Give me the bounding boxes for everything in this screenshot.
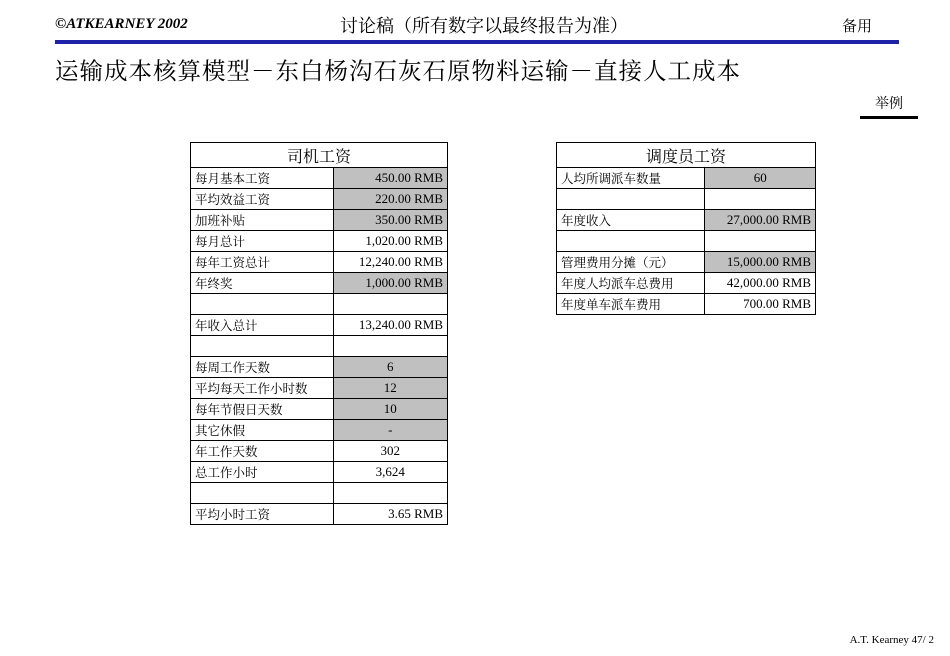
- row-value: [705, 231, 816, 252]
- row-value: 27,000.00 RMB: [705, 210, 816, 231]
- row-value: 220.00 RMB: [333, 189, 448, 210]
- row-value: 10: [333, 399, 448, 420]
- table-row: [557, 189, 816, 210]
- row-label: [557, 231, 705, 252]
- table-row: [191, 378, 448, 399]
- row-value: [705, 189, 816, 210]
- row-value: 700.00 RMB: [705, 294, 816, 315]
- table-row: [191, 294, 448, 315]
- row-label: 人均所调派车数量: [557, 168, 705, 189]
- row-label: 年终奖: [191, 273, 334, 294]
- table-row: [191, 273, 448, 294]
- row-value: 6: [333, 357, 448, 378]
- row-label: 平均小时工资: [191, 504, 334, 525]
- row-value: 1,020.00 RMB: [333, 231, 448, 252]
- table-row: [191, 336, 448, 357]
- row-value: 3.65 RMB: [333, 504, 448, 525]
- table-row: [191, 483, 448, 504]
- table-row: [557, 252, 816, 273]
- row-label: 每周工作天数: [191, 357, 334, 378]
- backup-label: 备用: [842, 17, 873, 35]
- dispatcher-table-title: 调度员工资: [557, 143, 816, 168]
- row-value: 1,000.00 RMB: [333, 273, 448, 294]
- table-row: [191, 504, 448, 525]
- table-row: [191, 462, 448, 483]
- row-value: 13,240.00 RMB: [333, 315, 448, 336]
- draft-notice: 讨论稿（所有数字以最终报告为准）: [340, 16, 628, 37]
- row-label: 加班补贴: [191, 210, 334, 231]
- table-row: [191, 399, 448, 420]
- row-value: 12,240.00 RMB: [333, 252, 448, 273]
- row-value: -: [333, 420, 448, 441]
- page-footer: A.T. Kearney 47/ 2: [849, 634, 934, 646]
- row-value: 60: [705, 168, 816, 189]
- row-label: 平均每天工作小时数: [191, 378, 334, 399]
- row-label: 年工作天数: [191, 441, 334, 462]
- row-value: 450.00 RMB: [333, 168, 448, 189]
- table-row: [191, 441, 448, 462]
- table-row: [557, 294, 816, 315]
- row-label: 每月总计: [191, 231, 334, 252]
- copyright-logo: ©ATKEARNEY 2002: [55, 16, 188, 32]
- row-value: 350.00 RMB: [333, 210, 448, 231]
- row-value: 302: [333, 441, 448, 462]
- row-label: 年度人均派车总费用: [557, 273, 705, 294]
- row-label: [191, 336, 334, 357]
- row-label: 管理费用分摊（元）: [557, 252, 705, 273]
- header-divider: [55, 40, 899, 44]
- row-label: [557, 189, 705, 210]
- row-label: 总工作小时: [191, 462, 334, 483]
- row-value: [333, 336, 448, 357]
- driver-table-title: 司机工资: [191, 143, 448, 168]
- table-row: [557, 168, 816, 189]
- row-value: [333, 483, 448, 504]
- row-label: 每年节假日天数: [191, 399, 334, 420]
- row-label: 每月基本工资: [191, 168, 334, 189]
- row-value: 3,624: [333, 462, 448, 483]
- table-row: [191, 210, 448, 231]
- table-header-row: [557, 143, 816, 168]
- table-row: [191, 315, 448, 336]
- row-label: [191, 294, 334, 315]
- table-row: [191, 252, 448, 273]
- row-label: 平均效益工资: [191, 189, 334, 210]
- row-value: 12: [333, 378, 448, 399]
- row-label: 其它休假: [191, 420, 334, 441]
- row-value: 15,000.00 RMB: [705, 252, 816, 273]
- table-row: [191, 168, 448, 189]
- row-label: 年度单车派车费用: [557, 294, 705, 315]
- table-row: [557, 273, 816, 294]
- driver-wage-table: [190, 142, 448, 525]
- dispatcher-wage-table: [556, 142, 816, 315]
- row-value: 42,000.00 RMB: [705, 273, 816, 294]
- row-value: [333, 294, 448, 315]
- table-row: [191, 189, 448, 210]
- table-row: [191, 420, 448, 441]
- row-label: 年度收入: [557, 210, 705, 231]
- row-label: 每年工资总计: [191, 252, 334, 273]
- row-label: 年收入总计: [191, 315, 334, 336]
- table-row: [557, 231, 816, 252]
- table-row: [191, 357, 448, 378]
- page-title: 运输成本核算模型－东白杨沟石灰石原物料运输－直接人工成本: [55, 57, 741, 85]
- example-badge: 举例: [860, 94, 918, 119]
- table-row: [557, 210, 816, 231]
- table-row: [191, 231, 448, 252]
- table-header-row: [191, 143, 448, 168]
- row-label: [191, 483, 334, 504]
